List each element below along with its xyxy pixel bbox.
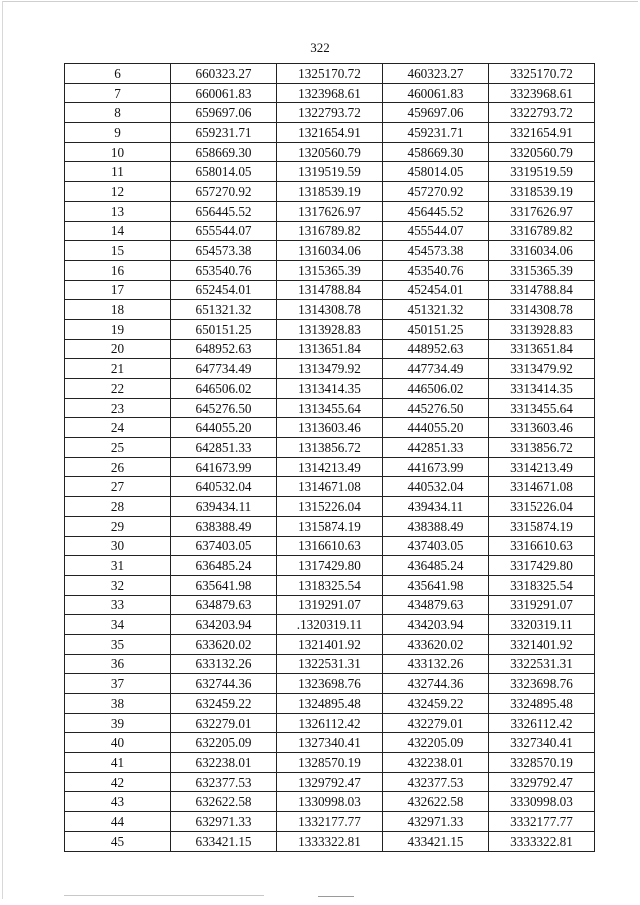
x-coordinate-cell: 632377.53 xyxy=(171,772,277,792)
x-coordinate-cell: 655544.07 xyxy=(171,221,277,241)
x-coordinate-alt-cell: 433421.15 xyxy=(383,831,489,851)
point-number-cell: 40 xyxy=(65,733,171,753)
y-coordinate-alt-cell: 3314788.84 xyxy=(489,280,595,300)
point-number-cell: 32 xyxy=(65,575,171,595)
y-coordinate-alt-cell: 3315226.04 xyxy=(489,497,595,517)
x-coordinate-alt-cell: 450151.25 xyxy=(383,319,489,339)
x-coordinate-cell: 644055.20 xyxy=(171,418,277,438)
x-coordinate-cell: 654573.38 xyxy=(171,241,277,261)
x-coordinate-alt-cell: 432744.36 xyxy=(383,674,489,694)
y-coordinate-cell: 1313928.83 xyxy=(277,319,383,339)
x-coordinate-cell: 647734.49 xyxy=(171,359,277,379)
x-coordinate-cell: 640532.04 xyxy=(171,477,277,497)
page-number: 322 xyxy=(310,40,330,55)
table-row xyxy=(65,280,595,300)
x-coordinate-alt-cell: 434203.94 xyxy=(383,615,489,635)
table-row xyxy=(65,201,595,221)
y-coordinate-alt-cell: 3325170.72 xyxy=(489,64,595,84)
y-coordinate-cell: 1321401.92 xyxy=(277,634,383,654)
y-coordinate-cell: 1319519.59 xyxy=(277,162,383,182)
table-row xyxy=(65,536,595,556)
y-coordinate-cell: 1313856.72 xyxy=(277,438,383,458)
table-row xyxy=(65,241,595,261)
point-number-cell: 31 xyxy=(65,556,171,576)
point-number-cell: 25 xyxy=(65,438,171,458)
x-coordinate-cell: 651321.32 xyxy=(171,300,277,320)
y-coordinate-alt-cell: 3327340.41 xyxy=(489,733,595,753)
x-coordinate-alt-cell: 444055.20 xyxy=(383,418,489,438)
x-coordinate-alt-cell: 457270.92 xyxy=(383,182,489,202)
y-coordinate-alt-cell: 3320319.11 xyxy=(489,615,595,635)
x-coordinate-cell: 632744.36 xyxy=(171,674,277,694)
point-number-cell: 6 xyxy=(65,64,171,84)
y-coordinate-alt-cell: 3332177.77 xyxy=(489,812,595,832)
y-coordinate-alt-cell: 3316610.63 xyxy=(489,536,595,556)
point-number-cell: 34 xyxy=(65,615,171,635)
x-coordinate-alt-cell: 445276.50 xyxy=(383,398,489,418)
x-coordinate-cell: 646506.02 xyxy=(171,379,277,399)
point-number-cell: 44 xyxy=(65,812,171,832)
point-number-cell: 37 xyxy=(65,674,171,694)
x-coordinate-alt-cell: 459231.71 xyxy=(383,123,489,143)
y-coordinate-alt-cell: 3315365.39 xyxy=(489,260,595,280)
x-coordinate-alt-cell: 432205.09 xyxy=(383,733,489,753)
y-coordinate-cell: 1332177.77 xyxy=(277,812,383,832)
x-coordinate-alt-cell: 460323.27 xyxy=(383,64,489,84)
x-coordinate-alt-cell: 438388.49 xyxy=(383,516,489,536)
table-row xyxy=(65,772,595,792)
x-coordinate-alt-cell: 458669.30 xyxy=(383,142,489,162)
y-coordinate-alt-cell: 3315874.19 xyxy=(489,516,595,536)
y-coordinate-cell: 1318325.54 xyxy=(277,575,383,595)
point-number-cell: 20 xyxy=(65,339,171,359)
y-coordinate-alt-cell: 3319519.59 xyxy=(489,162,595,182)
y-coordinate-alt-cell: 3313414.35 xyxy=(489,379,595,399)
y-coordinate-alt-cell: 3316789.82 xyxy=(489,221,595,241)
x-coordinate-alt-cell: 439434.11 xyxy=(383,497,489,517)
y-coordinate-alt-cell: 3321401.92 xyxy=(489,634,595,654)
y-coordinate-alt-cell: 3321654.91 xyxy=(489,123,595,143)
x-coordinate-cell: 636485.24 xyxy=(171,556,277,576)
y-coordinate-alt-cell: 3317429.80 xyxy=(489,556,595,576)
x-coordinate-cell: 632238.01 xyxy=(171,753,277,773)
x-coordinate-cell: 645276.50 xyxy=(171,398,277,418)
point-number-cell: 33 xyxy=(65,595,171,615)
x-coordinate-alt-cell: 432622.58 xyxy=(383,792,489,812)
point-number-cell: 21 xyxy=(65,359,171,379)
point-number-cell: 39 xyxy=(65,713,171,733)
table-row xyxy=(65,142,595,162)
table-row xyxy=(65,556,595,576)
point-number-cell: 15 xyxy=(65,241,171,261)
y-coordinate-alt-cell: 3328570.19 xyxy=(489,753,595,773)
y-coordinate-alt-cell: 3313651.84 xyxy=(489,339,595,359)
y-coordinate-cell: 1317626.97 xyxy=(277,201,383,221)
y-coordinate-cell: 1318539.19 xyxy=(277,182,383,202)
y-coordinate-cell: 1330998.03 xyxy=(277,792,383,812)
y-coordinate-cell: 1314213.49 xyxy=(277,457,383,477)
y-coordinate-alt-cell: 3313856.72 xyxy=(489,438,595,458)
x-coordinate-cell: 632622.58 xyxy=(171,792,277,812)
x-coordinate-alt-cell: 434879.63 xyxy=(383,595,489,615)
table-row xyxy=(65,182,595,202)
x-coordinate-cell: 652454.01 xyxy=(171,280,277,300)
point-number-cell: 10 xyxy=(65,142,171,162)
table-row xyxy=(65,319,595,339)
y-coordinate-cell: 1321654.91 xyxy=(277,123,383,143)
point-number-cell: 22 xyxy=(65,379,171,399)
y-coordinate-cell: 1327340.41 xyxy=(277,733,383,753)
x-coordinate-alt-cell: 446506.02 xyxy=(383,379,489,399)
x-coordinate-alt-cell: 460061.83 xyxy=(383,83,489,103)
y-coordinate-alt-cell: 3318325.54 xyxy=(489,575,595,595)
y-coordinate-cell: 1326112.42 xyxy=(277,713,383,733)
y-coordinate-alt-cell: 3317626.97 xyxy=(489,201,595,221)
table-row xyxy=(65,516,595,536)
y-coordinate-cell: 1314308.78 xyxy=(277,300,383,320)
x-coordinate-alt-cell: 432279.01 xyxy=(383,713,489,733)
table-row xyxy=(65,831,595,851)
table-row xyxy=(65,438,595,458)
x-coordinate-alt-cell: 454573.38 xyxy=(383,241,489,261)
x-coordinate-cell: 653540.76 xyxy=(171,260,277,280)
point-number-cell: 41 xyxy=(65,753,171,773)
x-coordinate-cell: 632971.33 xyxy=(171,812,277,832)
table-row xyxy=(65,792,595,812)
x-coordinate-cell: 633132.26 xyxy=(171,654,277,674)
y-coordinate-cell: 1316789.82 xyxy=(277,221,383,241)
y-coordinate-cell: 1313455.64 xyxy=(277,398,383,418)
x-coordinate-alt-cell: 432459.22 xyxy=(383,694,489,714)
y-coordinate-alt-cell: 3314308.78 xyxy=(489,300,595,320)
y-coordinate-alt-cell: 3333322.81 xyxy=(489,831,595,851)
x-coordinate-cell: 659697.06 xyxy=(171,103,277,123)
point-number-cell: 27 xyxy=(65,477,171,497)
table-row xyxy=(65,123,595,143)
table-row xyxy=(65,64,595,84)
table-row xyxy=(65,753,595,773)
y-coordinate-alt-cell: 3313928.83 xyxy=(489,319,595,339)
table-row xyxy=(65,379,595,399)
point-number-cell: 42 xyxy=(65,772,171,792)
y-coordinate-cell: 1323968.61 xyxy=(277,83,383,103)
y-coordinate-cell: 1333322.81 xyxy=(277,831,383,851)
x-coordinate-cell: 658014.05 xyxy=(171,162,277,182)
y-coordinate-alt-cell: 3318539.19 xyxy=(489,182,595,202)
x-coordinate-alt-cell: 451321.32 xyxy=(383,300,489,320)
y-coordinate-cell: 1328570.19 xyxy=(277,753,383,773)
point-number-cell: 7 xyxy=(65,83,171,103)
table-row xyxy=(65,713,595,733)
y-coordinate-cell: 1325170.72 xyxy=(277,64,383,84)
x-coordinate-cell: 656445.52 xyxy=(171,201,277,221)
y-coordinate-cell: 1316034.06 xyxy=(277,241,383,261)
table-row xyxy=(65,595,595,615)
table-row xyxy=(65,674,595,694)
x-coordinate-alt-cell: 456445.52 xyxy=(383,201,489,221)
y-coordinate-alt-cell: 3330998.03 xyxy=(489,792,595,812)
x-coordinate-alt-cell: 433132.26 xyxy=(383,654,489,674)
point-number-cell: 30 xyxy=(65,536,171,556)
x-coordinate-alt-cell: 436485.24 xyxy=(383,556,489,576)
x-coordinate-alt-cell: 441673.99 xyxy=(383,457,489,477)
y-coordinate-alt-cell: 3324895.48 xyxy=(489,694,595,714)
x-coordinate-cell: 658669.30 xyxy=(171,142,277,162)
x-coordinate-cell: 632205.09 xyxy=(171,733,277,753)
x-coordinate-alt-cell: 448952.63 xyxy=(383,339,489,359)
coordinates-table-body xyxy=(65,64,595,852)
table-row xyxy=(65,359,595,379)
point-number-cell: 38 xyxy=(65,694,171,714)
table-row xyxy=(65,260,595,280)
table-row xyxy=(65,615,595,635)
point-number-cell: 36 xyxy=(65,654,171,674)
table-row xyxy=(65,418,595,438)
y-coordinate-cell: 1319291.07 xyxy=(277,595,383,615)
point-number-cell: 14 xyxy=(65,221,171,241)
point-number-cell: 12 xyxy=(65,182,171,202)
table-row xyxy=(65,103,595,123)
table-row xyxy=(65,457,595,477)
y-coordinate-cell: 1314671.08 xyxy=(277,477,383,497)
table-row xyxy=(65,83,595,103)
table-row xyxy=(65,477,595,497)
x-coordinate-cell: 638388.49 xyxy=(171,516,277,536)
x-coordinate-alt-cell: 432971.33 xyxy=(383,812,489,832)
x-coordinate-cell: 633421.15 xyxy=(171,831,277,851)
coordinates-table xyxy=(64,63,595,852)
point-number-cell: 18 xyxy=(65,300,171,320)
y-coordinate-cell: 1313414.35 xyxy=(277,379,383,399)
x-coordinate-alt-cell: 432377.53 xyxy=(383,772,489,792)
page-edge-left xyxy=(2,1,3,899)
point-number-cell: 26 xyxy=(65,457,171,477)
x-coordinate-cell: 660323.27 xyxy=(171,64,277,84)
x-coordinate-cell: 639434.11 xyxy=(171,497,277,517)
y-coordinate-cell: 1313479.92 xyxy=(277,359,383,379)
x-coordinate-cell: 635641.98 xyxy=(171,575,277,595)
y-coordinate-cell: 1322793.72 xyxy=(277,103,383,123)
x-coordinate-alt-cell: 459697.06 xyxy=(383,103,489,123)
point-number-cell: 9 xyxy=(65,123,171,143)
x-coordinate-alt-cell: 442851.33 xyxy=(383,438,489,458)
y-coordinate-cell: 1314788.84 xyxy=(277,280,383,300)
table-row xyxy=(65,634,595,654)
table-row xyxy=(65,575,595,595)
y-coordinate-cell: 1315874.19 xyxy=(277,516,383,536)
y-coordinate-alt-cell: 3316034.06 xyxy=(489,241,595,261)
x-coordinate-cell: 633620.02 xyxy=(171,634,277,654)
x-coordinate-alt-cell: 447734.49 xyxy=(383,359,489,379)
x-coordinate-cell: 637403.05 xyxy=(171,536,277,556)
table-row xyxy=(65,812,595,832)
x-coordinate-cell: 634203.94 xyxy=(171,615,277,635)
x-coordinate-alt-cell: 455544.07 xyxy=(383,221,489,241)
y-coordinate-alt-cell: 3322793.72 xyxy=(489,103,595,123)
table-row xyxy=(65,398,595,418)
y-coordinate-cell: 1322531.31 xyxy=(277,654,383,674)
y-coordinate-cell: 1324895.48 xyxy=(277,694,383,714)
y-coordinate-alt-cell: 3313479.92 xyxy=(489,359,595,379)
x-coordinate-cell: 648952.63 xyxy=(171,339,277,359)
point-number-cell: 19 xyxy=(65,319,171,339)
bottom-mark xyxy=(318,896,354,897)
x-coordinate-cell: 632279.01 xyxy=(171,713,277,733)
y-coordinate-alt-cell: 3320560.79 xyxy=(489,142,595,162)
y-coordinate-cell: 1313603.46 xyxy=(277,418,383,438)
y-coordinate-alt-cell: 3323968.61 xyxy=(489,83,595,103)
point-number-cell: 11 xyxy=(65,162,171,182)
y-coordinate-cell: 1320560.79 xyxy=(277,142,383,162)
x-coordinate-alt-cell: 432238.01 xyxy=(383,753,489,773)
point-number-cell: 17 xyxy=(65,280,171,300)
table-row xyxy=(65,339,595,359)
y-coordinate-alt-cell: 3314671.08 xyxy=(489,477,595,497)
point-number-cell: 23 xyxy=(65,398,171,418)
point-number-cell: 16 xyxy=(65,260,171,280)
y-coordinate-cell: 1323698.76 xyxy=(277,674,383,694)
table-row xyxy=(65,221,595,241)
bottom-divider xyxy=(64,895,264,896)
table-row xyxy=(65,654,595,674)
point-number-cell: 43 xyxy=(65,792,171,812)
x-coordinate-alt-cell: 437403.05 xyxy=(383,536,489,556)
y-coordinate-alt-cell: 3322531.31 xyxy=(489,654,595,674)
y-coordinate-alt-cell: 3319291.07 xyxy=(489,595,595,615)
y-coordinate-alt-cell: 3314213.49 xyxy=(489,457,595,477)
y-coordinate-cell: 1317429.80 xyxy=(277,556,383,576)
y-coordinate-cell: .1320319.11 xyxy=(277,615,383,635)
x-coordinate-cell: 632459.22 xyxy=(171,694,277,714)
x-coordinate-cell: 657270.92 xyxy=(171,182,277,202)
point-number-cell: 35 xyxy=(65,634,171,654)
page-edge-top xyxy=(2,1,638,2)
table-row xyxy=(65,162,595,182)
y-coordinate-alt-cell: 3323698.76 xyxy=(489,674,595,694)
x-coordinate-alt-cell: 440532.04 xyxy=(383,477,489,497)
x-coordinate-cell: 642851.33 xyxy=(171,438,277,458)
x-coordinate-cell: 650151.25 xyxy=(171,319,277,339)
y-coordinate-cell: 1315365.39 xyxy=(277,260,383,280)
point-number-cell: 29 xyxy=(65,516,171,536)
table-row xyxy=(65,694,595,714)
table-row xyxy=(65,733,595,753)
table-row xyxy=(65,300,595,320)
x-coordinate-cell: 660061.83 xyxy=(171,83,277,103)
x-coordinate-cell: 641673.99 xyxy=(171,457,277,477)
y-coordinate-cell: 1316610.63 xyxy=(277,536,383,556)
point-number-cell: 24 xyxy=(65,418,171,438)
x-coordinate-alt-cell: 435641.98 xyxy=(383,575,489,595)
x-coordinate-alt-cell: 433620.02 xyxy=(383,634,489,654)
y-coordinate-alt-cell: 3326112.42 xyxy=(489,713,595,733)
table-row xyxy=(65,497,595,517)
y-coordinate-cell: 1315226.04 xyxy=(277,497,383,517)
point-number-cell: 8 xyxy=(65,103,171,123)
y-coordinate-alt-cell: 3313603.46 xyxy=(489,418,595,438)
x-coordinate-alt-cell: 452454.01 xyxy=(383,280,489,300)
y-coordinate-alt-cell: 3313455.64 xyxy=(489,398,595,418)
y-coordinate-cell: 1329792.47 xyxy=(277,772,383,792)
x-coordinate-cell: 659231.71 xyxy=(171,123,277,143)
point-number-cell: 45 xyxy=(65,831,171,851)
x-coordinate-alt-cell: 453540.76 xyxy=(383,260,489,280)
point-number-cell: 13 xyxy=(65,201,171,221)
point-number-cell: 28 xyxy=(65,497,171,517)
x-coordinate-alt-cell: 458014.05 xyxy=(383,162,489,182)
y-coordinate-cell: 1313651.84 xyxy=(277,339,383,359)
y-coordinate-alt-cell: 3329792.47 xyxy=(489,772,595,792)
x-coordinate-cell: 634879.63 xyxy=(171,595,277,615)
